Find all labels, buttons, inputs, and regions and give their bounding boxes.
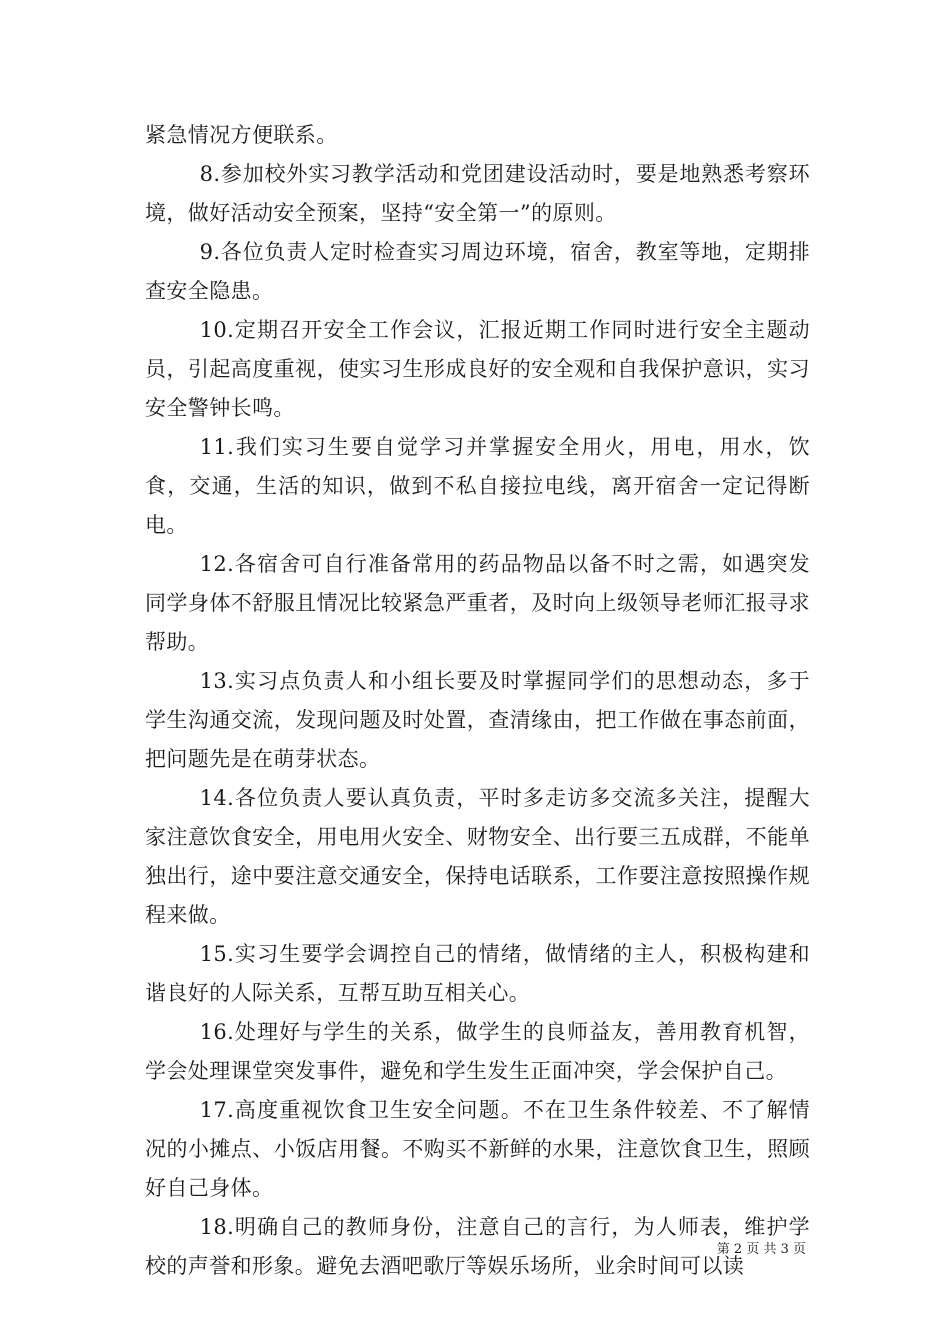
document-body	[145, 116, 810, 1286]
paragraph-item-14: 14.各位负责人要认真负责，平时多走访多交流多关注，提醒大家注意饮食安全，用电用火安全、财物安全、出行要三五成群，不能单独出行，途中要注意交通安全，保持电话联系，工作要注意按照操作规程来做。	[145, 786, 810, 927]
paragraph-item-13: 13.实习点负责人和小组长要及时掌握同学们的思想动态，多于学生沟通交流，发现问题及时处置，查清缘由，把工作做在事态前面，把问题先是在萌芽状态。	[145, 669, 810, 771]
page-number: 第 2 页 共 3 页	[716, 1242, 806, 1257]
paragraph-item-10: 10.定期召开安全工作会议，汇报近期工作同时进行安全主题动员，引起高度重视，使实习生形成良好的安全观和自我保护意识，实习安全警钟长鸣。	[145, 318, 810, 420]
paragraph-item-17: 17.高度重视饮食卫生安全问题。不在卫生条件较差、不了解情况的小摊点、小饭店用餐。不购买不新鲜的水果，注意饮食卫生，照顾好自己身体。	[145, 1098, 810, 1200]
paragraph-item-15: 15.实习生要学会调控自己的情绪，做情绪的主人，积极构建和谐良好的人际关系，互帮互助互相关心。	[145, 942, 810, 1005]
paragraph-item-16: 16.处理好与学生的关系，做学生的良师益友，善用教育机智，学会处理课堂突发事件，避免和学生发生正面冲突，学会保护自己。	[145, 1020, 810, 1083]
paragraph-continuation: 紧急情况方便联系。	[145, 123, 338, 147]
paragraph-item-12: 12.各宿舍可自行准备常用的药品物品以备不时之需，如遇突发同学身体不舒服且情况比较紧急严重者，及时向上级领导老师汇报寻求帮助。	[145, 552, 810, 654]
paragraph-item-9: 9.各位负责人定时检查实习周边环境，宿舍，教室等地，定期排查安全隐患。	[145, 240, 810, 303]
page-footer	[0, 1240, 950, 1260]
paragraph-item-8: 8.参加校外实习教学活动和党团建设活动时，要是地熟悉考察环境，做好活动安全预案，坚持“安全第一”的原则。	[145, 162, 810, 225]
paragraph-item-11: 11.我们实习生要自觉学习并掌握安全用火，用电，用水，饮食，交通，生活的知识，做到不私自接拉电线，离开宿舍一定记得断电。	[145, 435, 810, 537]
paragraph-item-18: 18.明确自己的教师身份，注意自己的言行，为人师表，维护学校的声誉和形象。避免去酒吧歌厅等娱乐场所，业余时间可以读	[145, 1215, 810, 1278]
